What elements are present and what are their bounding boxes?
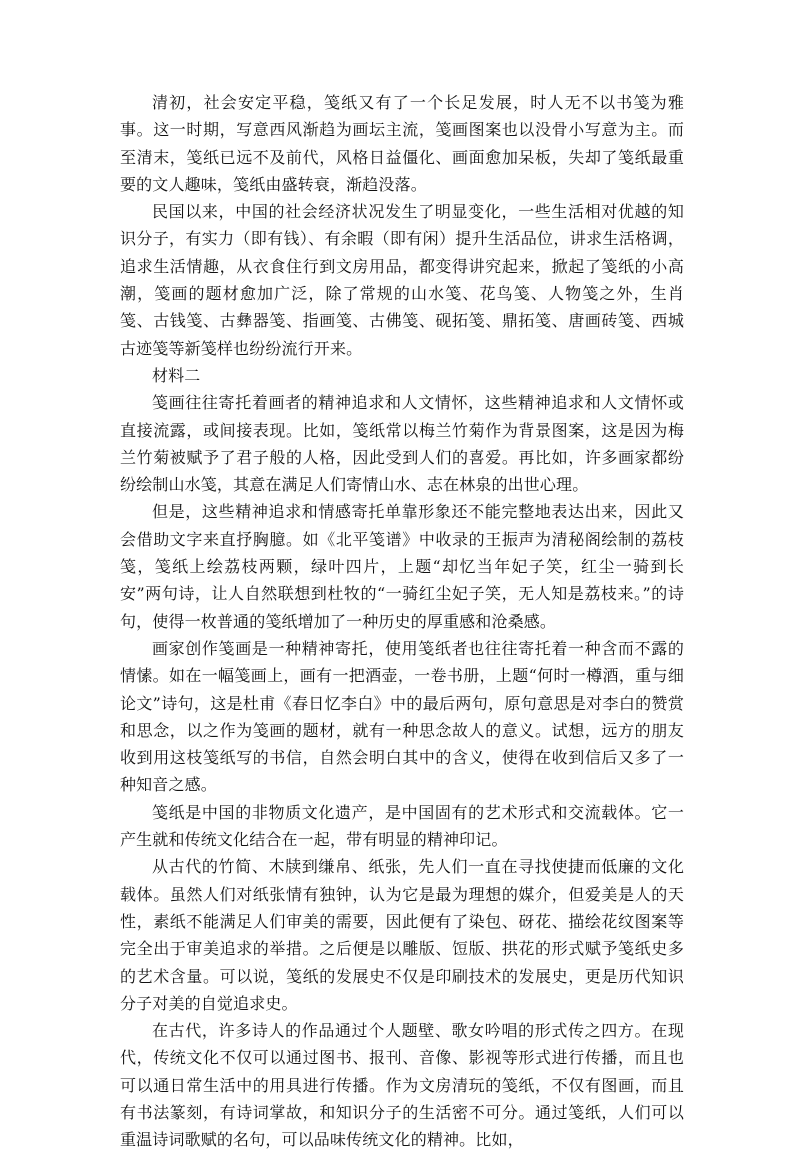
document-body [120, 89, 684, 1154]
paragraph-text-expression: 但是，这些精神追求和情感寄托单靠形象还不能完整地表达出来，因此又会借助文字来直抒胸臆。如《北平笺谱》中收录的王振声为清秘阁绘制的荔枝笺，笺纸上绘荔枝两颗，绿叶四片，上题“却忆当年妃子笑，红尘一骑到长安”两句诗，让人自然联想到杜牧的“一骑红尘妃子笑，无人知是荔枝来。”的诗句，使得一枚普通的笺纸增加了一种历史的厚重感和沧桑感。 [120, 502, 684, 631]
paragraph-spiritual-pursuit: 笺画往往寄托着画者的精神追求和人文情怀，这些精神追求和人文情怀或直接流露，或间接表现。比如，笺纸常以梅兰竹菊作为背景图案，这是因为梅兰竹菊被赋予了君子般的人格，因此受到人们的喜爱。再比如，许多画家都纷纷绘制山水笺，其意在满足人们寄情山水、志在林泉的出世心理。 [120, 393, 684, 495]
paragraph-qing-dynasty: 清初，社会安定平稳，笺纸又有了一个长足发展，时人无不以书笺为雅事。这一时期，写意西风渐趋为画坛主流，笺画图案也以没骨小写意为主。而至清末，笺纸已远不及前代，风格日益僵化、画面愈加呆板，失却了笺纸最重要的文人趣味，笺纸由盛转衰，渐趋没落。 [120, 93, 684, 194]
paragraph-cultural-heritage: 笺纸是中国的非物质文化遗产，是中国固有的艺术形式和交流载体。它一产生就和传统文化结合在一起，带有明显的精神印记。 [120, 802, 684, 850]
paragraph-emotional-sustenance: 画家创作笺画是一种精神寄托，使用笺纸者也往往寄托着一种含而不露的情愫。如在一幅笺画上，画有一把酒壶，一卷书册，上题“何时一樽酒，重与细论文”诗句，这是杜甫《春日忆李白》中的最后两句，原句意思是对李白的赞赏和思念，以之作为笺画的题材，就有一种思念故人的意义。试想，远方的朋友收到用这枝笺纸写的书信，自然会明白其中的含义，使得在收到信后又多了一种知音之感。 [120, 638, 684, 795]
paragraph-aesthetic-history: 从古代的竹简、木牍到缣帛、纸张，先人们一直在寻找使捷而低廉的文化载体。虽然人们对纸张情有独钟，认为它是最为理想的媒介，但爱美是人的天性，素纸不能满足人们审美的需要，因此便有了染包、砑花、描绘花纹图案等完全出于审美追求的举措。之后便是以雕版、饾版、拱花的形式赋予笺纸史多的艺术含量。可以说，笺纸的发展史不仅是印刷技术的发展史，更是历代知识分子对美的自觉追求史。 [120, 857, 684, 1013]
paragraph-republic-era: 民国以来，中国的社会经济状况发生了明显变化，一些生活相对优越的知识分子，有实力（即有钱）、有余暇（即有闲）提升生活品位，讲求生活格调，追求生活情趣，从衣食住行到文房用品，都变得讲究起来，掀起了笺纸的小高潮，笺画的题材愈加广泛，除了常规的山水笺、花鸟笺、人物笺之外，生肖笺、古钱笺、古彝器笺、指画笺、古佛笺、砚拓笺、鼎拓笺、唐画砖笺、西城古迹笺等新笺样也纷纷流行开来。 [120, 202, 684, 358]
paragraph-cultural-transmission: 在古代，许多诗人的作品通过个人题壁、歌女吟唱的形式传之四方。在现代，传统文化不仅可以通过图书、报刊、音像、影视等形式进行传播，而且也可以通日常生活中的用具进行传播。作为文房清玩的笺纸，不仅有图画，而且有书法篆刻，有诗词掌故，和知识分子的生活密不可分。通过笺纸，人们可以重温诗词歌赋的名句，可以品味传统文化的精神。比如， [120, 1021, 684, 1150]
section-heading-material-two: 材料二 [152, 365, 201, 385]
